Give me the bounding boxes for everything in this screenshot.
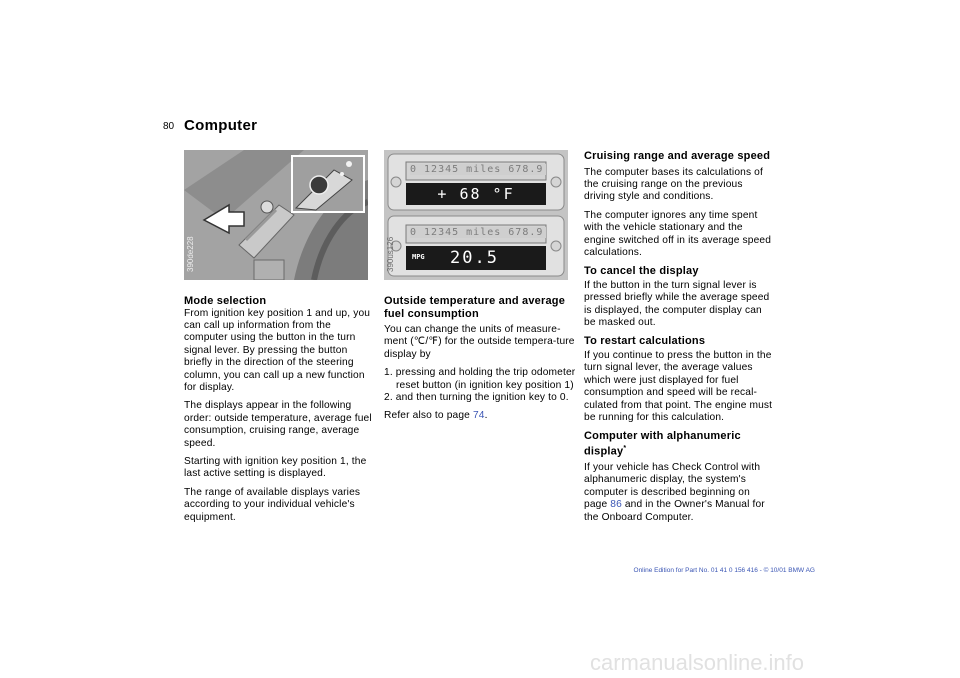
steering-column-illustration (184, 150, 368, 280)
section-heading: To restart calculations (584, 335, 706, 348)
page-title: Computer (184, 117, 258, 134)
section-heading: Outside temperature and average fuel consumption (384, 295, 566, 320)
paragraph: Starting with ignition key position 1, the last active setting is displayed. (184, 455, 367, 480)
paragraph (584, 462, 776, 524)
paragraph: The computer ignores any time spent with the vehicle stationary and the engine switched off in its average speed calculations. (584, 209, 772, 258)
figure-code: 390us126 (386, 236, 395, 272)
section-heading: Mode selection (184, 295, 267, 307)
paragraph: If you continue to press the button in the turn signal lever, the average values which were just displayed for fuel consumption and speed will be recal-culated from that point. The engine must be running for this calculation. (584, 349, 773, 423)
paragraph: The range of available displays varies according to your individual vehicle's equipment. (184, 486, 361, 523)
column-mode-selection (184, 295, 376, 530)
heading-text: Computer with alphanumeric display (584, 430, 741, 458)
paragraph-suffix: and in the Owner's Manual for the Onboard Computer. (584, 499, 765, 523)
paragraph: The computer bases its calculations of the cruising range on the previous driving style and conditions. (584, 166, 763, 203)
reference-text: Refer also to page (384, 410, 473, 422)
paragraph: The displays appear in the following order: outside temperature, average fuel consumption, cruising range, average speed. (184, 400, 372, 449)
lcd-odometer-1: 0 12345 miles 678.9 (410, 164, 546, 175)
lcd-consumption (406, 246, 546, 270)
reference-suffix: . (484, 410, 488, 422)
section-heading: Cruising range and average speed (584, 150, 771, 162)
paragraph-text: If your vehicle has Check Control with alphanumeric display, the system's computer is described beginning on page (584, 462, 761, 511)
section-heading (584, 430, 776, 458)
list-item: 2. and then turning the ignition key to 0. (384, 392, 569, 404)
paragraph: You can change the units of measure-ment (℃/℉) for the outside tempera-ture display by (384, 324, 575, 360)
column-outside-temperature (384, 295, 576, 429)
turn-signal-lever-figure (184, 150, 368, 280)
paragraph: If the button in the turn signal lever is pressed briefly while the average speed is displayed, the computer display can be masked out. (584, 279, 770, 329)
page-link[interactable]: 74 (472, 410, 485, 422)
column-cruising-range (584, 148, 776, 530)
paragraph: From ignition key position 1 and up, you can call up information from the computer using the button in the turn signal lever. By pressing the button briefly in the direction of the steering column, you can call up a new function for display. (184, 307, 371, 393)
watermark: carmanualsonline.info (590, 650, 805, 675)
lcd-mpg-value: 20.5 (450, 248, 499, 268)
figure-code: 390de228 (186, 236, 195, 272)
optional-equipment-mark: * (623, 444, 627, 452)
section-heading: To cancel the display (584, 265, 699, 278)
lcd-temperature: + 68 °F (406, 183, 546, 205)
page-reference (384, 410, 576, 422)
lcd-mpg-label: MPG (412, 253, 425, 261)
page-number: 80 (163, 121, 175, 132)
lcd-odometer-2: 0 12345 miles 678.9 (410, 227, 546, 238)
steps-list (384, 367, 576, 404)
page-link[interactable]: 86 (610, 499, 622, 511)
display-figure (384, 150, 568, 280)
footer-edition-note: Online Edition for Part No. 01 41 0 156 416 - © 10/01 BMW AG (633, 567, 815, 574)
list-item: 1. pressing and holding the trip odometer reset button (in ignition key position 1) (384, 367, 576, 391)
